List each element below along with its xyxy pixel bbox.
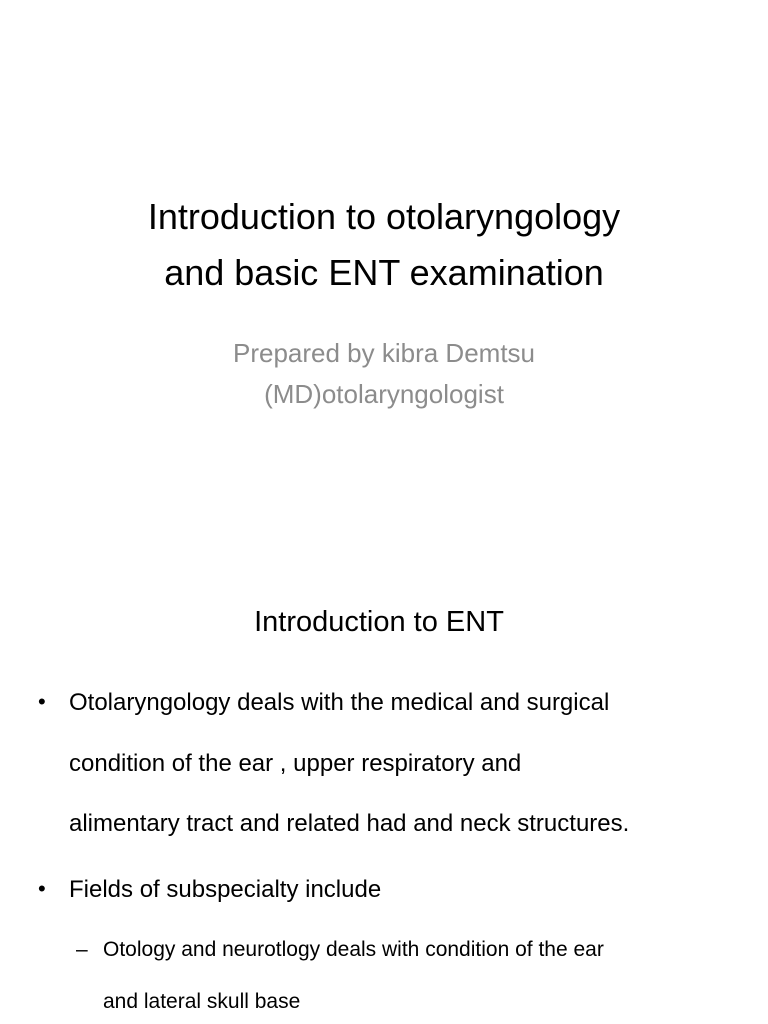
content-slide-title: Introduction to ENT (254, 606, 504, 638)
sub-bullet-text-line: and lateral skull base (103, 990, 301, 1013)
bullet-text-line: Otolaryngology deals with the medical and surgical (69, 689, 610, 716)
slide-title (0, 189, 768, 301)
slide-subtitle-line: Prepared by kibra Demtsu (232, 338, 536, 368)
slide-subtitle (0, 333, 768, 415)
bullet-text-line: Fields of subspecialty include (69, 876, 382, 903)
bullet-marker: • (38, 876, 46, 901)
slide-title-line: and basic ENT examination (164, 252, 604, 293)
bullet-text-line: condition of the ear , upper respiratory and (69, 750, 522, 777)
bullet-marker: • (38, 689, 46, 714)
sub-bullet-text-line: Otology and neurotlogy deals with condition of the ear (103, 938, 604, 961)
sub-bullet-marker: – (76, 938, 88, 961)
bullet-text-line: alimentary tract and related had and neck structures. (69, 810, 630, 837)
content-slide (0, 560, 768, 1024)
slide-subtitle-line: (MD)otolaryngologist (264, 379, 504, 409)
slide-title-line: Introduction to otolaryngology (147, 196, 621, 237)
